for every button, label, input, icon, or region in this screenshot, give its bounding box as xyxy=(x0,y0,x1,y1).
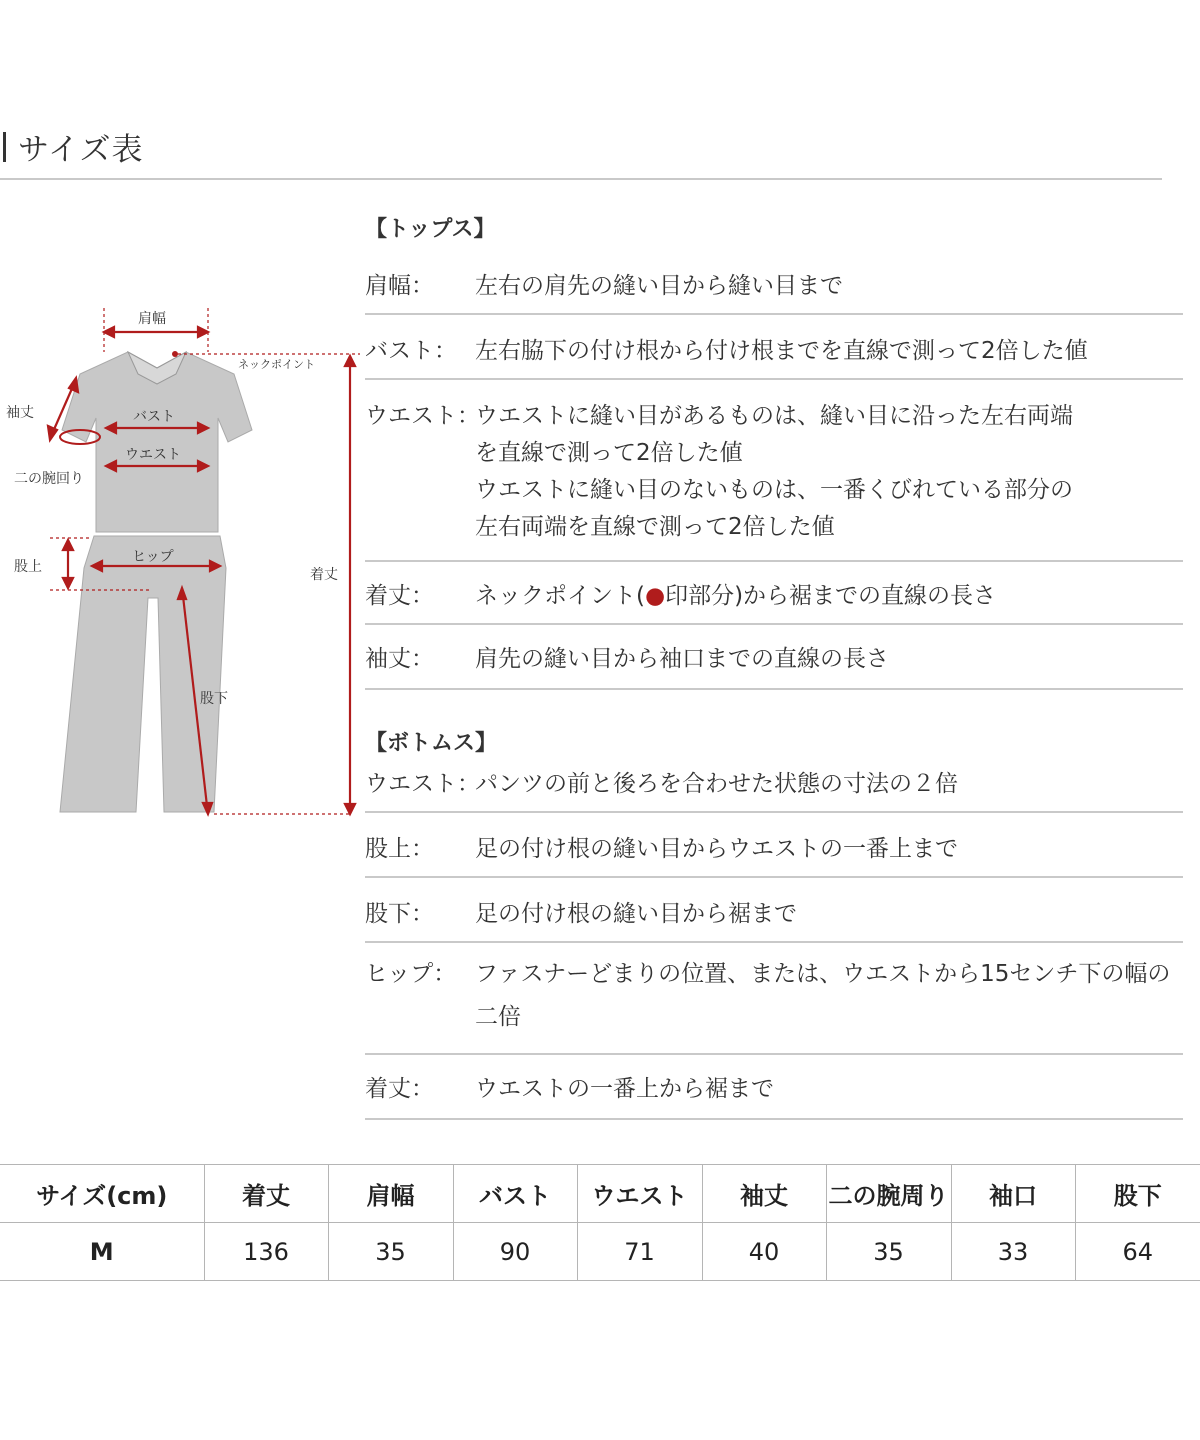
neck-point-dot-icon: ● xyxy=(644,583,666,609)
garment-diagram xyxy=(0,300,360,840)
desc-line: 左右の肩先の縫い目から縫い目まで xyxy=(475,273,843,299)
table-cell: 35 xyxy=(328,1223,453,1281)
desc-line: 左右脇下の付け根から付け根までを直線で測って2倍した値 xyxy=(475,338,1088,364)
desc-line: 足の付け根の縫い目から裾まで xyxy=(475,901,797,927)
bottoms-row-hip xyxy=(365,943,1183,1055)
header-cell: 着丈 xyxy=(204,1165,328,1223)
diagram-label-hip: ヒップ xyxy=(132,549,174,565)
row-term: 肩幅： xyxy=(365,273,434,299)
row-term: 着丈： xyxy=(365,1076,434,1102)
bottoms-heading: 【ボトムス】 xyxy=(365,731,498,756)
tops-row-waist xyxy=(365,380,1183,562)
diagram-label-sleeve-length: 袖丈 xyxy=(6,405,34,421)
table-cell: 71 xyxy=(577,1223,702,1281)
diagram-label-bust: バスト xyxy=(133,409,175,425)
table-cell: 40 xyxy=(702,1223,826,1281)
tops-row-bust xyxy=(365,315,1183,380)
diagram-label-upper-arm: 二の腕回り xyxy=(14,471,84,487)
row-description xyxy=(475,766,1183,803)
header-cell: 二の腕周り xyxy=(826,1165,951,1223)
row-description xyxy=(475,578,1183,615)
size-table-row xyxy=(0,1223,1200,1281)
row-description xyxy=(475,333,1183,370)
header-cell: ウエスト xyxy=(577,1165,702,1223)
header-cell: 肩幅 xyxy=(328,1165,453,1223)
row-term: ウエスト： xyxy=(365,403,480,429)
diagram-label-inseam: 股下 xyxy=(200,691,228,707)
size-table xyxy=(0,1164,1200,1281)
pants-shape xyxy=(60,536,226,812)
row-description xyxy=(475,398,1183,546)
table-cell: 136 xyxy=(204,1223,328,1281)
tops-row-sleeve-length xyxy=(365,625,1183,690)
row-term: ウエスト： xyxy=(365,771,480,797)
desc-text: 印部分)から裾までの直線の長さ xyxy=(665,583,997,609)
header-cell: バスト xyxy=(453,1165,577,1223)
row-description xyxy=(475,1071,1183,1108)
diagram-label-rise: 股上 xyxy=(14,559,42,575)
header-cell: 袖口 xyxy=(951,1165,1075,1223)
desc-line: 肩先の縫い目から袖口までの直線の長さ xyxy=(475,646,889,672)
measurement-definitions xyxy=(365,200,1183,1120)
page-title xyxy=(0,124,144,169)
diagram-label-neck-point: ネックポイント xyxy=(238,358,315,371)
garment-illustration xyxy=(0,300,360,840)
table-cell: 64 xyxy=(1075,1223,1200,1281)
bottoms-row-inseam xyxy=(365,878,1183,943)
tops-heading: 【トップス】 xyxy=(365,217,496,242)
desc-line: 二倍 xyxy=(475,1004,521,1030)
tops-row-shoulder xyxy=(365,248,1183,315)
bottoms-row-rise xyxy=(365,813,1183,878)
table-cell: 33 xyxy=(951,1223,1075,1281)
row-term: 股上： xyxy=(365,836,434,862)
row-description xyxy=(475,831,1183,868)
row-term: 袖丈： xyxy=(365,646,434,672)
row-term: ヒップ： xyxy=(365,961,457,987)
table-cell: M xyxy=(0,1223,204,1281)
header-cell: サイズ(cm) xyxy=(0,1165,204,1223)
diagram-label-waist: ウエスト xyxy=(125,447,181,463)
desc-line: ファスナーどまりの位置、または、ウエストから15センチ下の幅の xyxy=(475,961,1171,987)
header-cell: 股下 xyxy=(1075,1165,1200,1223)
desc-line: ウエストに縫い目のないものは、一番くびれている部分の xyxy=(475,477,1073,503)
desc-text: ネックポイント( xyxy=(475,583,645,609)
desc-line: を直線で測って2倍した値 xyxy=(475,440,743,466)
title-divider xyxy=(0,178,1162,180)
row-description xyxy=(475,268,1183,305)
desc-line: 足の付け根の縫い目からウエストの一番上まで xyxy=(475,836,958,862)
desc-line: ウエストに縫い目があるものは、縫い目に沿った左右両端 xyxy=(475,403,1073,429)
header-cell: 袖丈 xyxy=(702,1165,826,1223)
row-description xyxy=(475,641,1183,678)
diagram-label-total-length: 着丈 xyxy=(310,567,338,583)
desc-line: ウエストの一番上から裾まで xyxy=(475,1076,774,1102)
row-description xyxy=(475,953,1183,1039)
row-term: 股下： xyxy=(365,901,434,927)
desc-line: 左右両端を直線で測って2倍した値 xyxy=(475,514,835,540)
size-table-header-row xyxy=(0,1165,1200,1223)
table-cell: 35 xyxy=(826,1223,951,1281)
table-cell: 90 xyxy=(453,1223,577,1281)
diagram-label-shoulder: 肩幅 xyxy=(138,311,166,327)
bottoms-row-waist xyxy=(365,762,1183,813)
desc-line: パンツの前と後ろを合わせた状態の寸法の２倍 xyxy=(475,771,958,797)
bottoms-row-total-length xyxy=(365,1055,1183,1120)
desc-line xyxy=(475,578,1183,615)
row-description xyxy=(475,896,1183,933)
title-bar xyxy=(3,132,6,162)
row-term: 着丈： xyxy=(365,583,434,609)
tops-row-total-length xyxy=(365,562,1183,625)
title-text: サイズ表 xyxy=(18,132,144,168)
row-term: バスト： xyxy=(365,338,457,364)
